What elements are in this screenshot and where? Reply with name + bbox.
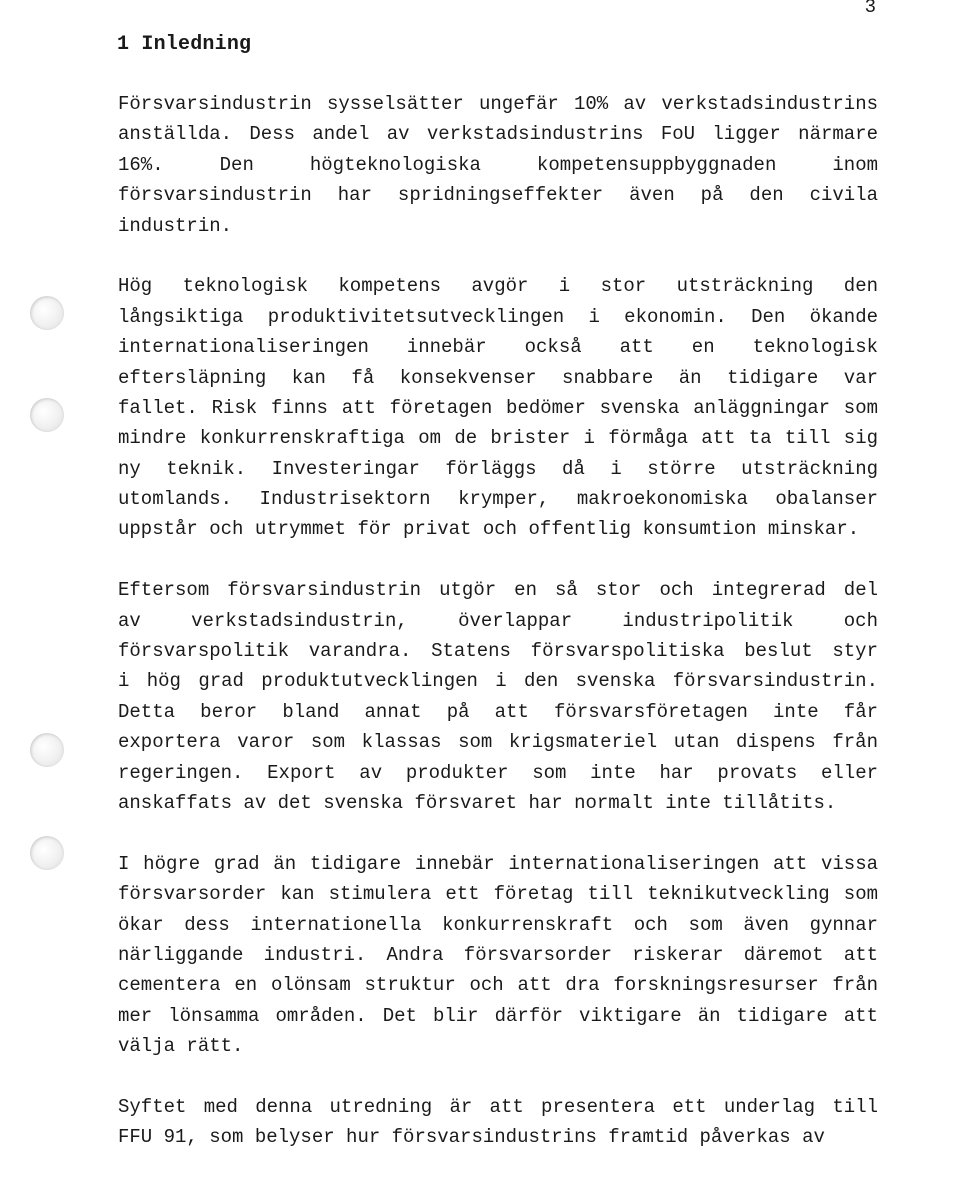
text-line: I högre grad än tidigare innebär internationaliseringen att vissa [118,852,878,875]
text-line: anskaffats av det svenska försvaret har normalt inte tillåtits. [118,791,837,814]
text-line: ny teknik. Investeringar förläggs då i större utsträckning [118,457,878,480]
text-line: mer lönsamma områden. Det blir därför viktigare än tidigare att [118,1004,878,1027]
binder-hole-1 [30,296,64,330]
text-line: exportera varor som klassas som krigsmateriel utan dispens från [118,731,878,754]
text-line: anställda. Dess andel av verkstadsindustrins FoU ligger närmare [118,123,878,146]
text-line: i hög grad produktutvecklingen i den svenska försvarsindustrin. [118,670,878,693]
text-line: Eftersom försvarsindustrin utgör en så stor och integrerad del [118,579,878,602]
paragraph [118,1092,878,1153]
text-line: av verkstadsindustrin, överlappar industripolitik och [118,609,878,632]
text-line: Syftet med denna utredning är att presentera ett underlag till [118,1095,878,1118]
page-number: 3 [864,0,876,18]
text-line: ökar dess internationella konkurrenskraft och som även gynnar [118,913,878,936]
text-line: uppstår och utrymmet för privat och offentlig konsumtion minskar. [118,518,860,541]
binder-hole-3 [30,733,64,767]
paragraph [118,575,878,818]
binder-hole-4 [30,836,64,870]
text-line: mindre konkurrenskraftiga om de brister i förmåga att ta till sig [118,427,878,450]
text-line: närliggande industri. Andra försvarsorder riskerar däremot att [118,943,878,966]
text-line: regeringen. Export av produkter som inte har provats eller [118,761,878,784]
text-line: Försvarsindustrin sysselsätter ungefär 10% av verkstadsindustrins [118,93,878,115]
text-line: välja rätt. [118,1035,244,1058]
section-heading: 1 Inledning [117,33,252,56]
text-line: FFU 91, som belyser hur försvarsindustrins framtid påverkas av [118,1126,825,1149]
binder-hole-2 [30,398,64,432]
text-line: 16%. Den högteknologiska kompetensuppbyggnaden inom [118,153,878,176]
text-line: försvarsindustrin har spridningseffekter även på den civila [118,184,878,207]
text-line: Detta beror bland annat på att försvarsföretagen inte får [118,700,878,723]
text-line: utomlands. Industrisektorn krymper, makroekonomiska obalanser [118,488,878,511]
text-line: industrin. [118,214,233,237]
text-line: fallet. Risk finns att företagen bedömer svenska anläggningar som [118,396,878,419]
text-line: internationaliseringen innebär också att en teknologisk [118,336,878,359]
text-line: försvarsorder kan stimulera ett företag till teknikutveckling som [118,883,878,906]
text-line: cementera en olönsam struktur och att dra forskningsresurser från [118,974,878,997]
paragraph [118,849,878,1062]
text-line: försvarspolitik varandra. Statens försvarspolitiska beslut styr [118,640,878,663]
body-text [118,89,878,1183]
text-line: Hög teknologisk kompetens avgör i stor utsträckning den [118,275,878,298]
text-line: eftersläpning kan få konsekvenser snabbare än tidigare var [118,366,878,389]
paragraph [118,271,878,545]
text-line: långsiktiga produktivitetsutvecklingen i ekonomin. Den ökande [118,305,878,328]
paragraph [118,89,878,241]
